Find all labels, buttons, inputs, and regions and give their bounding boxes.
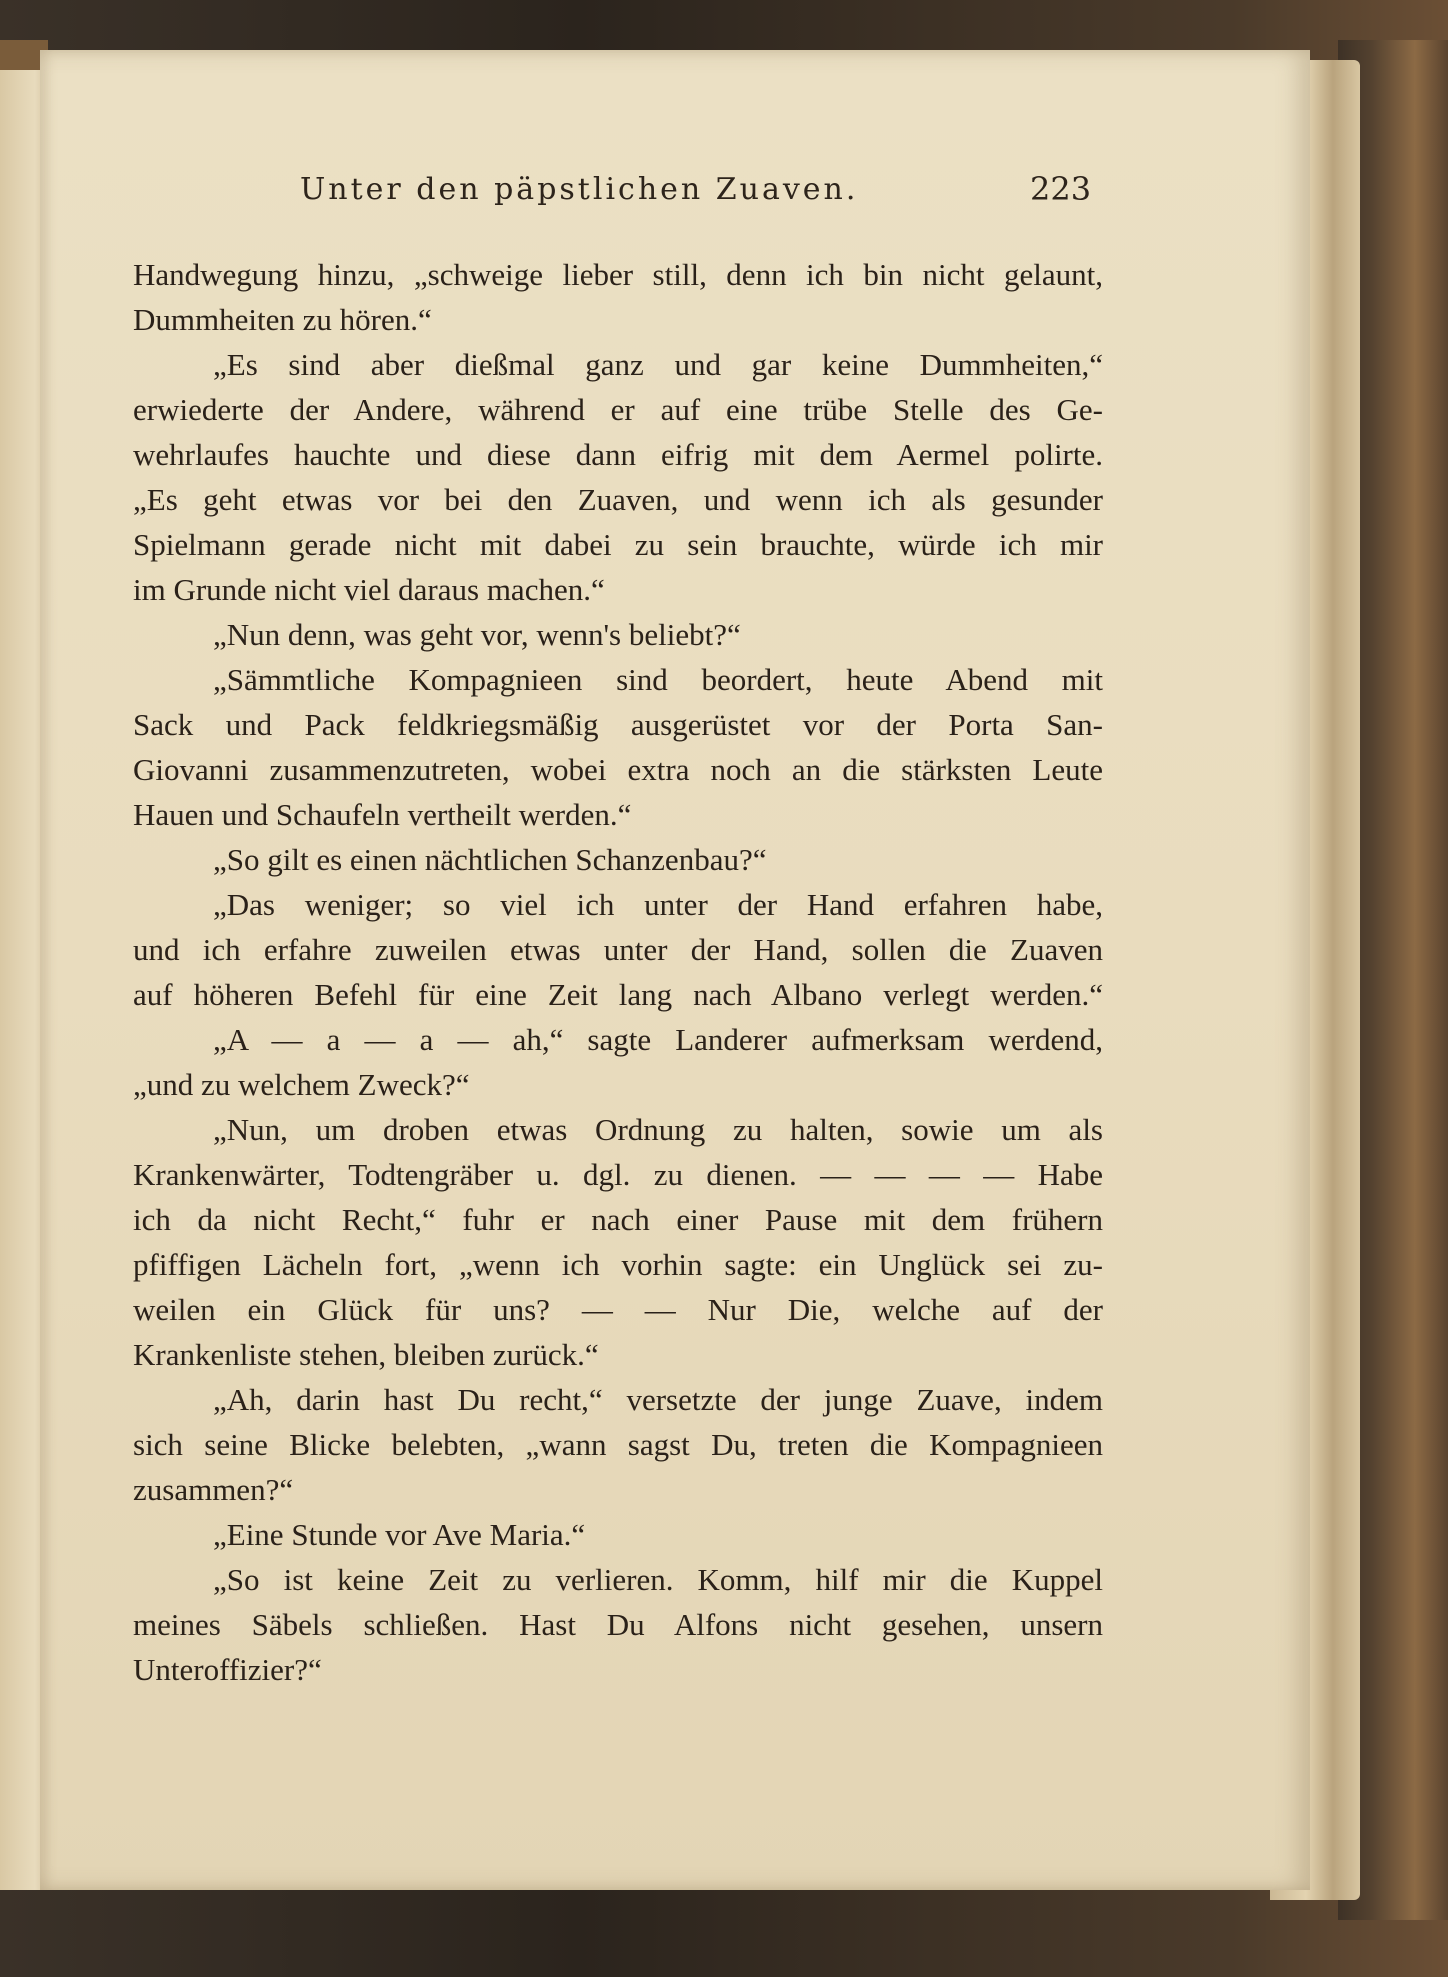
text-line: meines Säbels schließen. Hast Du Alfons nicht gesehen, unsern: [133, 1607, 1103, 1642]
text-line: Sack und Pack feldkriegsmäßig ausgerüstet vor der Porta San-: [133, 707, 1103, 742]
page-number: 223: [1030, 170, 1092, 208]
text-line: wehrlaufes hauchte und diese dann eifrig mit dem Aermel polirte.: [133, 437, 1103, 472]
text-line: „Nun, um droben etwas Ordnung zu halten, sowie um als: [213, 1112, 1103, 1147]
text-line: auf höheren Befehl für eine Zeit lang nach Albano verlegt werden.“: [133, 977, 1103, 1012]
text-line: „Sämmtliche Kompagnieen sind beordert, heute Abend mit: [213, 662, 1103, 697]
text-line: „Es sind aber dießmal ganz und gar keine Dummheiten,“: [213, 347, 1103, 382]
text-line: „Nun denn, was geht vor, wenn's beliebt?“: [213, 617, 741, 652]
text-line: „und zu welchem Zweck?“: [133, 1067, 470, 1102]
text-line: „Es geht etwas vor bei den Zuaven, und wenn ich als gesunder: [133, 482, 1103, 517]
text-line: Hauen und Schaufeln vertheilt werden.“: [133, 797, 632, 832]
text-line: Spielmann gerade nicht mit dabei zu sein brauchte, würde ich mir: [133, 527, 1103, 562]
text-line: „Eine Stunde vor Ave Maria.“: [213, 1517, 586, 1552]
text-line: im Grunde nicht viel daraus machen.“: [133, 572, 605, 607]
text-line: pfiffigen Lächeln fort, „wenn ich vorhin sagte: ein Unglück sei zu-: [133, 1247, 1103, 1282]
text-line: Krankenliste stehen, bleiben zurück.“: [133, 1337, 599, 1372]
text-line: „Ah, darin hast Du recht,“ versetzte der junge Zuave, indem: [213, 1382, 1103, 1417]
text-line: zusammen?“: [133, 1472, 294, 1507]
text-line: Giovanni zusammenzutreten, wobei extra noch an die stärksten Leute: [133, 752, 1103, 787]
text-line: Handwegung hinzu, „schweige lieber still, denn ich bin nicht gelaunt,: [133, 257, 1103, 292]
text-line: „A — a — a — ah,“ sagte Landerer aufmerksam werdend,: [213, 1022, 1103, 1057]
text-line: erwiederte der Andere, während er auf eine trübe Stelle des Ge-: [133, 392, 1103, 427]
text-line: sich seine Blicke belebten, „wann sagst Du, treten die Kompagnieen: [133, 1427, 1103, 1462]
text-line: Unteroffizier?“: [133, 1652, 322, 1687]
text-line: „So ist keine Zeit zu verlieren. Komm, hilf mir die Kuppel: [213, 1562, 1103, 1597]
body-text: [133, 252, 1103, 1692]
text-line: weilen ein Glück für uns? — — Nur Die, welche auf der: [133, 1292, 1103, 1327]
text-line: Dummheiten zu hören.“: [133, 302, 432, 337]
text-line: Krankenwärter, Todtengräber u. dgl. zu dienen. — — — — Habe: [133, 1157, 1103, 1192]
text-line: und ich erfahre zuweilen etwas unter der Hand, sollen die Zuaven: [133, 932, 1103, 967]
text-line: „So gilt es einen nächtlichen Schanzenbau?“: [213, 842, 767, 877]
text-line: „Das weniger; so viel ich unter der Hand erfahren habe,: [213, 887, 1103, 922]
running-title: Unter den päpstlichen Zuaven.: [300, 172, 859, 207]
text-line: ich da nicht Recht,“ fuhr er nach einer Pause mit dem frühern: [133, 1202, 1103, 1237]
